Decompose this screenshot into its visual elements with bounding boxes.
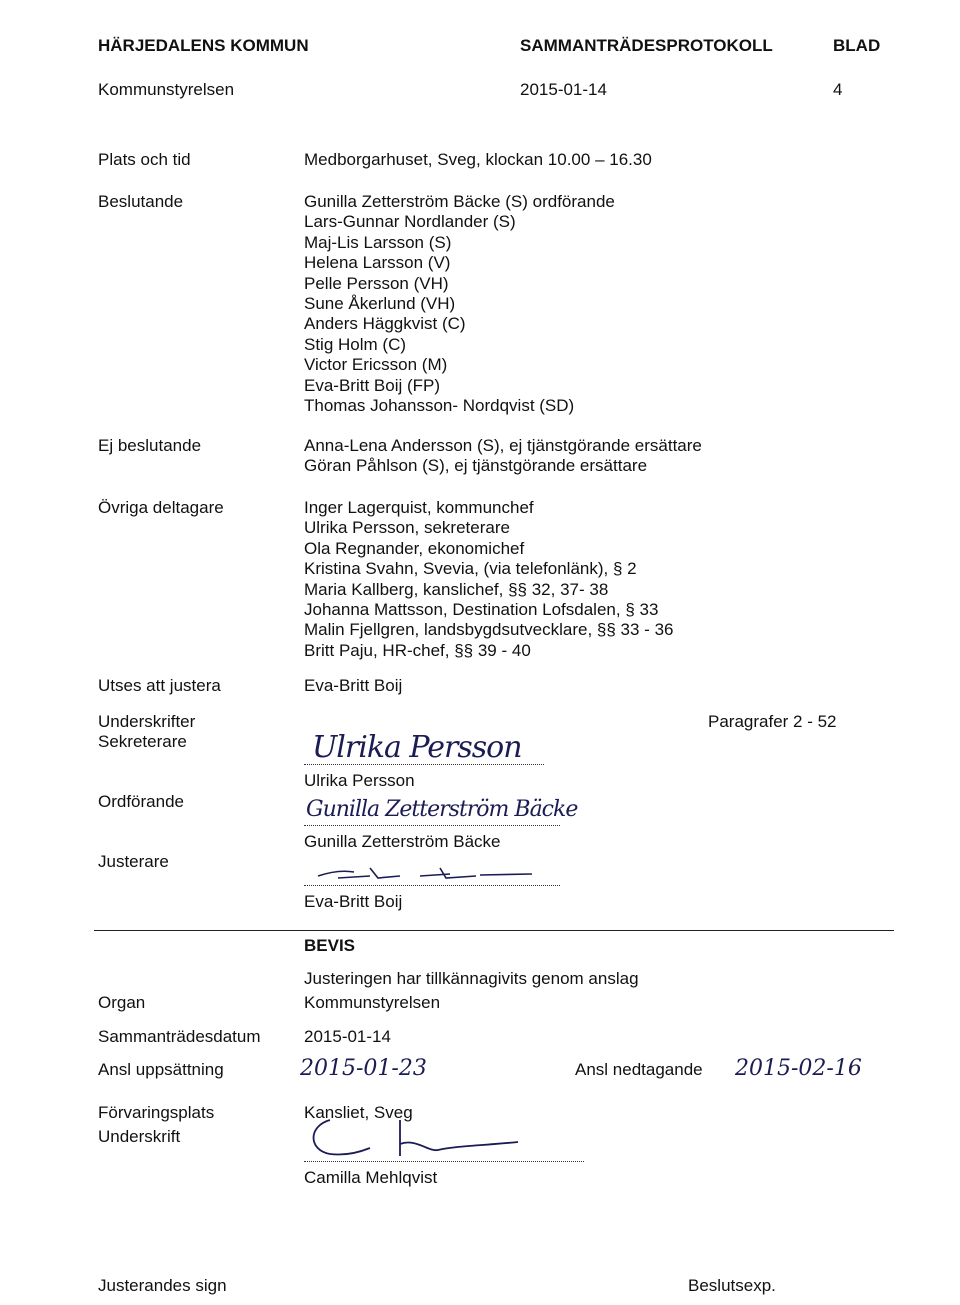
adjuster-sign-label: Justerare xyxy=(98,852,169,871)
deciding-member: Thomas Johansson- Nordqvist (SD) xyxy=(304,396,575,416)
place-label: Plats och tid xyxy=(98,150,191,169)
participant: Britt Paju, HR-chef, §§ 39 - 40 xyxy=(304,640,531,660)
place-value: Medborgarhuset, Sveg, klockan 10.00 – 16.30 xyxy=(304,150,652,169)
deciding-member: Victor Ericsson (M) xyxy=(304,355,448,375)
footer-left: Justerandes sign xyxy=(98,1276,227,1295)
body-name: Kommunstyrelsen xyxy=(98,80,235,99)
paragraphs: Paragrafer 2 - 52 xyxy=(708,712,837,731)
deciding-member: Gunilla Zetterström Bäcke (S) ordförande xyxy=(304,192,615,211)
deciding-member: Helena Larsson (V) xyxy=(304,253,451,273)
org-name: HÄRJEDALENS KOMMUN xyxy=(98,36,309,55)
secretary-signature-line xyxy=(304,764,544,765)
adjuster-signature xyxy=(300,858,540,888)
storage-value: Kansliet, Sveg xyxy=(304,1103,413,1122)
archive-signer-name: Camilla Mehlqvist xyxy=(304,1168,438,1187)
section-divider xyxy=(94,930,894,931)
others-label: Övriga deltagare xyxy=(98,498,224,517)
chair-signature-line xyxy=(304,825,560,826)
participant: Inger Lagerquist, kommunchef xyxy=(304,498,534,517)
deciding-member: Sune Åkerlund (VH) xyxy=(304,294,456,314)
adjuster-value: Eva-Britt Boij xyxy=(304,676,403,695)
chair-label: Ordförande xyxy=(98,792,184,811)
bevis-text: Justeringen har tillkännagivits genom anslag xyxy=(304,969,639,988)
participant: Ola Regnander, ekonomichef xyxy=(304,538,525,558)
signature-label: Underskrift xyxy=(98,1127,181,1146)
document-type: SAMMANTRÄDESPROTOKOLL xyxy=(520,36,773,55)
blad-label: BLAD xyxy=(833,36,881,55)
organ-value: Kommunstyrelsen xyxy=(304,993,441,1012)
chair-name: Gunilla Zetterström Bäcke xyxy=(304,832,501,851)
participant: Maria Kallberg, kanslichef, §§ 32, 37- 38 xyxy=(304,579,609,599)
participant: Johanna Mattsson, Destination Lofsdalen, § 33 xyxy=(304,600,659,620)
page-number: 4 xyxy=(833,80,843,99)
footer-right: Beslutsexp. xyxy=(688,1276,776,1295)
chair-signature: Gunilla Zetterström Bäcke xyxy=(306,797,578,822)
secretary-signature: Ulrika Persson xyxy=(312,730,522,765)
deciding-list xyxy=(304,192,615,416)
non-deciding-label: Ej beslutande xyxy=(98,436,202,455)
archive-signature xyxy=(300,1110,540,1160)
deciding-label: Beslutande xyxy=(98,192,184,211)
meeting-date-value: 2015-01-14 xyxy=(304,1027,391,1046)
adjuster-signature-line xyxy=(304,885,560,886)
removal-label: Ansl nedtagande xyxy=(575,1060,703,1079)
deciding-member: Maj-Lis Larsson (S) xyxy=(304,232,452,252)
deciding-member: Anders Häggkvist (C) xyxy=(304,314,466,334)
adjuster-name: Eva-Britt Boij xyxy=(304,892,403,911)
deciding-member: Lars-Gunnar Nordlander (S) xyxy=(304,212,516,232)
secretary-name: Ulrika Persson xyxy=(304,771,415,790)
posting-date: 2015-01-23 xyxy=(300,1056,427,1081)
posting-label: Ansl uppsättning xyxy=(98,1060,224,1079)
non-deciding-list xyxy=(304,436,702,477)
storage-label: Förvaringsplats xyxy=(98,1103,215,1122)
deciding-member: Stig Holm (C) xyxy=(304,334,407,354)
participant: Malin Fjellgren, landsbygdsutvecklare, §§ 33 - 36 xyxy=(304,620,674,640)
others-list xyxy=(304,498,673,661)
archive-signature-line xyxy=(304,1161,584,1162)
organ-label: Organ xyxy=(98,993,146,1012)
removal-date: 2015-02-16 xyxy=(735,1056,862,1081)
signatures-label: Underskrifter xyxy=(98,712,196,731)
participant: Kristina Svahn, Svevia, (via telefonlänk), § 2 xyxy=(304,559,637,579)
meeting-date: 2015-01-14 xyxy=(520,80,607,99)
deciding-member: Pelle Persson (VH) xyxy=(304,273,449,293)
participant: Ulrika Persson, sekreterare xyxy=(304,518,510,538)
deciding-member: Eva-Britt Boij (FP) xyxy=(304,375,441,395)
adjuster-label: Utses att justera xyxy=(98,676,221,695)
non-deciding-member: Anna-Lena Andersson (S), ej tjänstgörande ersättare xyxy=(304,436,702,455)
bevis-title: BEVIS xyxy=(304,936,356,955)
meeting-date-label: Sammanträdesdatum xyxy=(98,1027,261,1046)
non-deciding-member: Göran Påhlson (S), ej tjänstgörande ersättare xyxy=(304,456,648,476)
secretary-label: Sekreterare xyxy=(98,732,187,751)
